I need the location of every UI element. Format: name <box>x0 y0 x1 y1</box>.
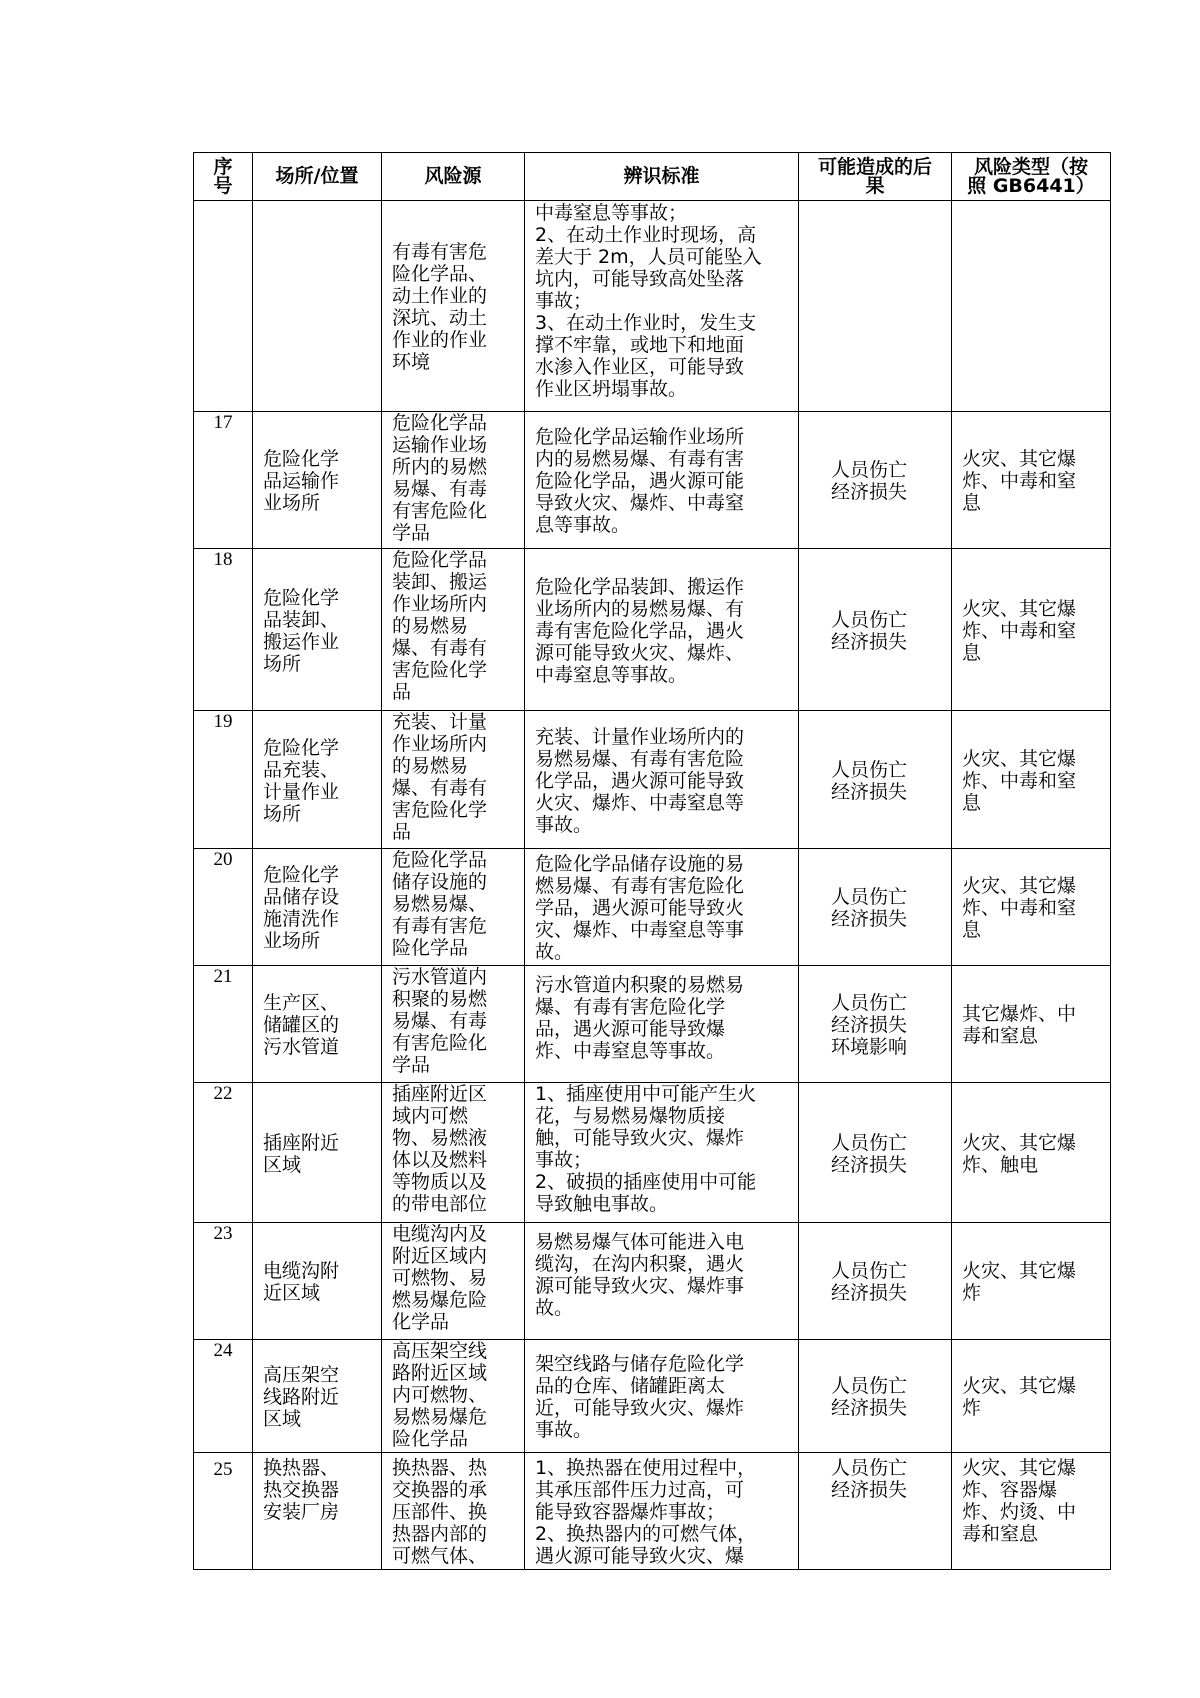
row-location: 危险化学 品充装、 计量作业 场所 <box>253 711 382 849</box>
row-risk-type: 火灾、其它爆 炸、中毒和窒 息 <box>952 711 1111 849</box>
header-no: 序 号 <box>194 153 253 201</box>
table-row <box>194 711 1111 849</box>
table-row <box>194 412 1111 549</box>
row-risk-type: 火灾、其它爆 炸 <box>952 1223 1111 1340</box>
row-risk-type: 火灾、其它爆 炸 <box>952 1340 1111 1453</box>
row-location: 电缆沟附 近区域 <box>253 1223 382 1340</box>
row-risk-type: 火灾、其它爆 炸、容器爆 炸、灼烫、中 毒和窒息 <box>952 1453 1111 1570</box>
row-no: 23 <box>194 1223 253 1340</box>
row-criteria: 易燃易爆气体可能进入电 缆沟，在沟内积聚，遇火 源可能导致火灾、爆炸事 故。 <box>525 1223 799 1340</box>
row-criteria: 中毒窒息等事故； 2、在动土作业时现场，高 差大于 2m，人员可能坠入 坑内，可能导致高处坠落 事故； 3、在动土作业时，发生支 撑不牢靠，或地下和地面 水渗入作业区，可能导致 作业区坍塌事故。 <box>525 201 799 412</box>
row-no: 22 <box>194 1083 253 1223</box>
row-consequence: 人员伤亡 经济损失 <box>799 711 952 849</box>
table-row <box>194 849 1111 966</box>
row-risk-source: 充装、计量 作业场所内 的易燃易 爆、有毒有 害危险化学 品 <box>382 711 525 849</box>
row-no: 19 <box>194 711 253 849</box>
row-criteria: 架空线路与储存危险化学 品的仓库、储罐距离太 近，可能导致火灾、爆炸 事故。 <box>525 1340 799 1453</box>
row-risk-type: 火灾、其它爆 炸、中毒和窒 息 <box>952 549 1111 711</box>
row-risk-source: 危险化学品 储存设施的 易燃易爆、 有毒有害危 险化学品 <box>382 849 525 966</box>
row-consequence: 人员伤亡 经济损失 <box>799 849 952 966</box>
row-risk-source: 换热器、热 交换器的承 压部件、换 热器内部的 可燃气体、 <box>382 1453 525 1570</box>
row-no <box>194 201 253 412</box>
row-criteria: 1、插座使用中可能产生火 花，与易燃易爆物质接 触，可能导致火灾、爆炸 事故； 2、破损的插座使用中可能 导致触电事故。 <box>525 1083 799 1223</box>
row-consequence: 人员伤亡 经济损失 <box>799 1083 952 1223</box>
row-location <box>253 201 382 412</box>
header-location: 场所/位置 <box>253 153 382 201</box>
row-no: 21 <box>194 966 253 1083</box>
table-row <box>194 966 1111 1083</box>
row-consequence <box>799 201 952 412</box>
table-row <box>194 1453 1111 1570</box>
row-criteria: 危险化学品运输作业场所 内的易燃易爆、有毒有害 危险化学品，遇火源可能 导致火灾、爆炸、中毒窒 息等事故。 <box>525 412 799 549</box>
row-no: 18 <box>194 549 253 711</box>
row-no: 24 <box>194 1340 253 1453</box>
table-row <box>194 201 1111 412</box>
row-risk-source: 电缆沟内及 附近区域内 可燃物、易 燃易爆危险 化学品 <box>382 1223 525 1340</box>
row-risk-source: 危险化学品 运输作业场 所内的易燃 易爆、有毒 有害危险化 学品 <box>382 412 525 549</box>
row-no: 17 <box>194 412 253 549</box>
row-location: 危险化学 品运输作 业场所 <box>253 412 382 549</box>
row-consequence: 人员伤亡 经济损失 <box>799 1223 952 1340</box>
row-location: 危险化学 品装卸、 搬运作业 场所 <box>253 549 382 711</box>
table-row <box>194 549 1111 711</box>
row-consequence: 人员伤亡 经济损失 <box>799 412 952 549</box>
row-location: 高压架空 线路附近 区域 <box>253 1340 382 1453</box>
row-risk-type: 火灾、其它爆 炸、触电 <box>952 1083 1111 1223</box>
row-criteria: 危险化学品装卸、搬运作 业场所内的易燃易爆、有 毒有害危险化学品，遇火 源可能导致火灾、爆炸、 中毒窒息等事故。 <box>525 549 799 711</box>
row-risk-type: 火灾、其它爆 炸、中毒和窒 息 <box>952 849 1111 966</box>
row-criteria: 危险化学品储存设施的易 燃易爆、有毒有害危险化 学品，遇火源可能导致火 灾、爆炸、中毒窒息等事 故。 <box>525 849 799 966</box>
row-consequence: 人员伤亡 经济损失 <box>799 1453 952 1570</box>
row-no: 20 <box>194 849 253 966</box>
row-consequence: 人员伤亡 经济损失 <box>799 1340 952 1453</box>
row-location: 生产区、 储罐区的 污水管道 <box>253 966 382 1083</box>
row-criteria: 充装、计量作业场所内的 易燃易爆、有毒有害危险 化学品，遇火源可能导致 火灾、爆炸、中毒窒息等 事故。 <box>525 711 799 849</box>
row-risk-source: 有毒有害危 险化学品、 动土作业的 深坑、动土 作业的作业 环境 <box>382 201 525 412</box>
row-risk-source: 插座附近区 域内可燃 物、易燃液 体以及燃料 等物质以及 的带电部位 <box>382 1083 525 1223</box>
row-risk-source: 危险化学品 装卸、搬运 作业场所内 的易燃易 爆、有毒有 害危险化学 品 <box>382 549 525 711</box>
row-risk-source: 高压架空线 路附近区域 内可燃物、 易燃易爆危 险化学品 <box>382 1340 525 1453</box>
row-criteria: 1、换热器在使用过程中， 其承压部件压力过高，可 能导致容器爆炸事故； 2、换热器内的可燃气体， 遇火源可能导致火灾、爆 <box>525 1453 799 1570</box>
row-no: 25 <box>194 1453 253 1570</box>
row-risk-source: 污水管道内 积聚的易燃 易爆、有毒 有害危险化 学品 <box>382 966 525 1083</box>
row-risk-type <box>952 201 1111 412</box>
header-criteria: 辨识标准 <box>525 153 799 201</box>
table-header-row <box>194 153 1111 201</box>
risk-identification-table <box>193 152 1111 1570</box>
header-consequence: 可能造成的后 果 <box>799 153 952 201</box>
row-consequence: 人员伤亡 经济损失 环境影响 <box>799 966 952 1083</box>
table-row <box>194 1223 1111 1340</box>
table-row <box>194 1340 1111 1453</box>
header-risk-source: 风险源 <box>382 153 525 201</box>
row-risk-type: 其它爆炸、中 毒和窒息 <box>952 966 1111 1083</box>
table-row <box>194 1083 1111 1223</box>
row-risk-type: 火灾、其它爆 炸、中毒和窒 息 <box>952 412 1111 549</box>
row-consequence: 人员伤亡 经济损失 <box>799 549 952 711</box>
row-location: 换热器、 热交换器 安装厂房 <box>253 1453 382 1570</box>
row-location: 插座附近 区域 <box>253 1083 382 1223</box>
row-location: 危险化学 品储存设 施清洗作 业场所 <box>253 849 382 966</box>
header-risk-type: 风险类型（按 照 GB6441） <box>952 153 1111 201</box>
row-criteria: 污水管道内积聚的易燃易 爆、有毒有害危险化学 品，遇火源可能导致爆 炸、中毒窒息等事故。 <box>525 966 799 1083</box>
